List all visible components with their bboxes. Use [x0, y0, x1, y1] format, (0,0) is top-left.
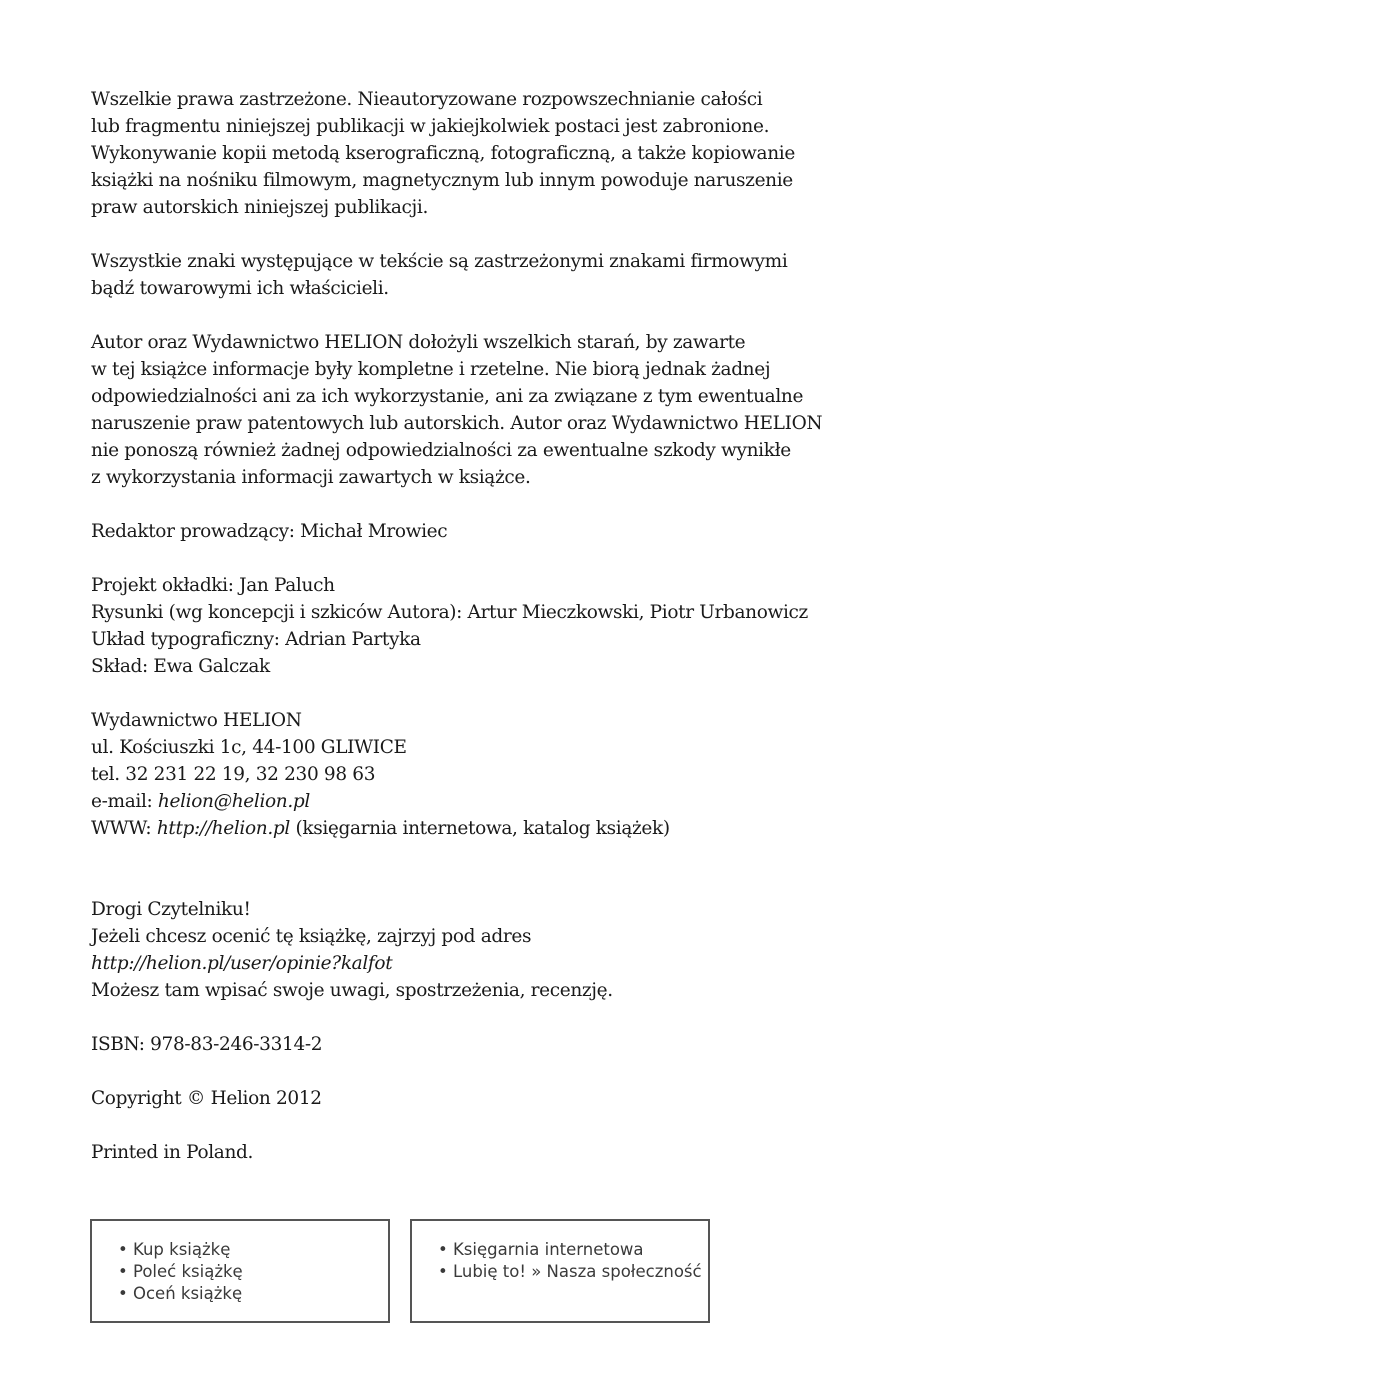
reader-greeting: Drogi Czytelniku! [91, 899, 251, 920]
recommend-book-link[interactable]: • Poleć książkę [118, 1262, 243, 1281]
copyright-line: Copyright © Helion 2012 [91, 1088, 322, 1109]
text-line: w tej książce informacje były kompletne i rzetelne. Nie biorą jednak żadnej [91, 359, 771, 380]
publisher-email-line [91, 788, 811, 815]
text-line: naruszenie praw patentowych lub autorskich. Autor oraz Wydawnictwo HELION [91, 413, 823, 434]
text-line: Wszystkie znaki występujące w tekście są zastrzeżonymi znakami firmowymi [91, 251, 788, 272]
production-credits [91, 572, 811, 680]
isbn-line: ISBN: 978-83-246-3314-2 [91, 1034, 323, 1055]
buy-book-link[interactable]: • Kup książkę [118, 1240, 231, 1259]
www-link[interactable]: http://helion.pl [156, 818, 290, 839]
online-bookstore-link[interactable]: • Księgarnia internetowa [438, 1240, 644, 1259]
publisher-info [91, 707, 811, 842]
text-line: odpowiedzialności ani za ich wykorzystanie, ani za związane z tym ewentualne [91, 386, 804, 407]
drawings-credit: Rysunki (wg koncepcji i szkiców Autora): Artur Mieczkowski, Piotr Urbanowicz [91, 602, 808, 623]
text-line: Autor oraz Wydawnictwo HELION dołożyli wszelkich starań, by zawarte [91, 332, 746, 353]
layout-credit: Układ typograficzny: Adrian Partyka [91, 629, 421, 650]
text-line: z wykorzystania informacji zawartych w książce. [91, 467, 531, 488]
editor-line: Redaktor prowadzący: Michał Mrowiec [91, 521, 448, 542]
disclaimer-paragraph [91, 329, 823, 491]
cover-credit: Projekt okładki: Jan Paluch [91, 575, 335, 596]
www-note: (księgarnia internetowa, katalog książek) [289, 818, 670, 839]
review-url-link[interactable]: http://helion.pl/user/opinie?kalfot [91, 953, 393, 974]
text-line: nie ponoszą również żadnej odpowiedzialności za ewentualne szkody wynikłe [91, 440, 791, 461]
trademarks-paragraph [91, 248, 811, 302]
link-boxes [90, 1219, 730, 1327]
publisher-phone: tel. 32 231 22 19, 32 230 98 63 [91, 764, 376, 785]
rights-reserved-paragraph [91, 86, 811, 221]
email-label: e-mail: [91, 791, 158, 812]
printed-notice [91, 1139, 811, 1166]
reader-line-2: Możesz tam wpisać swoje uwagi, spostrzeżenia, recenzję. [91, 980, 613, 1001]
text-line: praw autorskich niniejszej publikacji. [91, 197, 428, 218]
community-box [410, 1219, 710, 1323]
text-line: lub fragmentu niniejszej publikacji w jakiejkolwiek postaci jest zabronione. [91, 116, 770, 137]
publisher-www-line [91, 815, 811, 842]
book-actions-box [90, 1219, 390, 1323]
www-label: WWW: [91, 818, 157, 839]
copyright-page [91, 86, 823, 1166]
text-line: Wykonywanie kopii metodą kserograficzną, fotograficzną, a także kopiowanie [91, 143, 795, 164]
publisher-address: ul. Kościuszki 1c, 44-100 GLIWICE [91, 737, 407, 758]
community-link[interactable]: • Lubię to! » Nasza społeczność [438, 1262, 702, 1281]
text-line: książki na nośniku filmowym, magnetycznym lub innym powoduje naruszenie [91, 170, 793, 191]
publisher-name: Wydawnictwo HELION [91, 710, 302, 731]
rate-book-link[interactable]: • Oceń książkę [118, 1284, 243, 1303]
reader-note [91, 896, 811, 1004]
reader-line-1: Jeżeli chcesz ocenić tę książkę, zajrzyj pod adres [91, 926, 532, 947]
text-line: bądź towarowymi ich właścicieli. [91, 278, 389, 299]
editor-credit [91, 518, 811, 545]
copyright-notice [91, 1085, 811, 1112]
typesetting-credit: Skład: Ewa Galczak [91, 656, 270, 677]
email-link[interactable]: helion@helion.pl [157, 791, 310, 812]
isbn [91, 1031, 811, 1058]
printed-line: Printed in Poland. [91, 1142, 254, 1163]
text-line: Wszelkie prawa zastrzeżone. Nieautoryzowane rozpowszechnianie całości [91, 89, 763, 110]
